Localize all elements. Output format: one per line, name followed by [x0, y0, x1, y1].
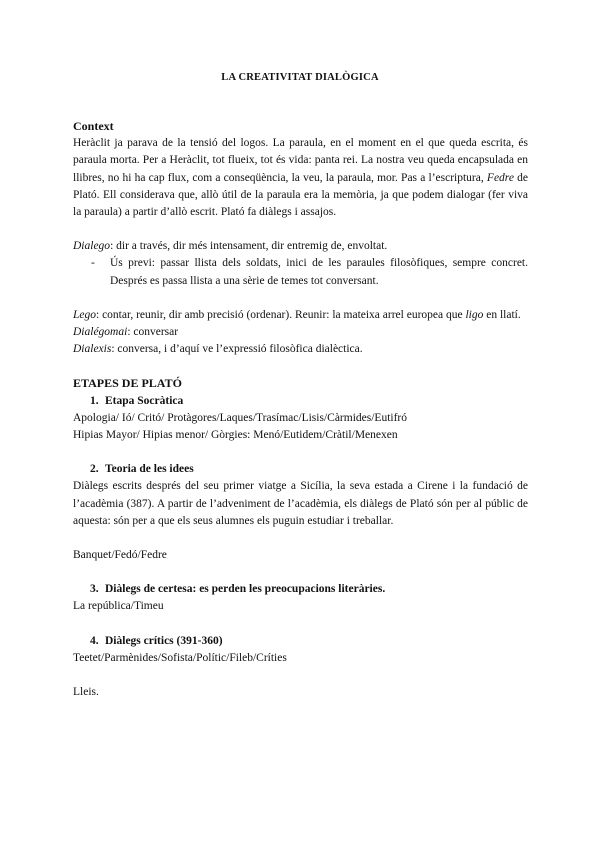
etapa-2-label: Teoria de les idees	[105, 463, 194, 476]
etapa-1-number: 1.	[90, 394, 99, 407]
context-paragraph	[73, 135, 528, 221]
dialego-bullet-text: Ús previ: passar llista dels soldats, inici de les paraules filosòfiques, sempre concret. Després es passa llista a una sèrie de temes tot conversant.	[110, 257, 528, 287]
dialexis-definition	[73, 341, 528, 358]
etapa-4-number: 4.	[90, 634, 99, 647]
etapa-3-number: 3.	[90, 583, 99, 596]
dialexis-def: : conversa, i d’aquí ve l’expressió filosòfica dialèctica.	[111, 343, 363, 356]
document-title: LA CREATIVITAT DIALÒGICA	[221, 72, 379, 83]
etapes-heading: ETAPES DE PLATÓ	[73, 376, 182, 391]
dialexis-term: Dialexis	[73, 343, 112, 356]
etapa-2-title	[73, 461, 528, 478]
etapa-1-line-1: Apologia/ Ió/ Critó/ Protàgores/Laques/Trasímac/Lisis/Càrmides/Eutifró	[73, 411, 407, 424]
etapa-1-label: Etapa Socràtica	[105, 394, 184, 407]
etapa-4-line-1: Teetet/Parmènides/Sofista/Polític/Fileb/Críties	[73, 651, 287, 664]
etapa-2-works: Banquet/Fedó/Fedre	[73, 549, 167, 562]
etapa-2-number: 2.	[90, 463, 99, 476]
lego-term: Lego	[73, 308, 96, 321]
context-heading: Context	[73, 119, 114, 133]
dialego-def: : dir a través, dir més intensament, dir entremig de, envoltat.	[110, 240, 388, 253]
lego-ligo: ligo	[465, 308, 484, 321]
dialegomai-term: Dialégomai	[73, 326, 128, 339]
dialegomai-definition	[73, 324, 528, 341]
dialego-bullet-list	[73, 255, 528, 289]
etapa-3-label: Diàlegs de certesa: es perden les preocupacions literàries.	[105, 583, 386, 596]
lego-def-a: : contar, reunir, dir amb precisió (ordenar). Reunir: la mateixa arrel europea que	[96, 308, 466, 321]
dialego-term: Dialego	[73, 240, 111, 253]
dialego-definition	[73, 238, 528, 255]
etapa-3-title	[73, 581, 528, 598]
lego-definition	[73, 307, 528, 324]
etapa-1-title	[73, 393, 528, 410]
dialegomai-def: : conversar	[127, 326, 179, 339]
etapes-closing: Lleis.	[73, 686, 99, 699]
context-text-intro: Heràclit ja parava de la tensió del logos. La paraula, en el moment en el que queda escrita, és paraula morta. Per a Heràclit, tot flueix, tot és vida: panta rei. La nostra veu queda encapsulada en llibres, no hi ha cap flux, com a conseqüència, la veu, la paraula, mor. Pas a l’escriptura,	[73, 137, 528, 184]
context-text-rest: de Plató. Ell considerava que, allò útil de la paraula era la memòria, ja que podem dialogar (fer viva la paraula) a partir d’allò escrit. Plató fa diàlegs i assajos.	[73, 171, 529, 219]
etapa-3-line-1: La república/Timeu	[73, 600, 164, 613]
etapa-4-label: Diàlegs crítics (391-360)	[105, 634, 223, 647]
list-item	[73, 255, 528, 289]
document-body	[73, 118, 528, 701]
etapa-1-line-2: Hipias Mayor/ Hipias menor/ Gòrgies: Menó/Eutidem/Cràtil/Menexen	[73, 429, 398, 442]
context-fedre: Fedre	[486, 171, 514, 184]
lego-def-b: en llatí.	[483, 308, 521, 321]
etapa-4-title	[73, 633, 528, 650]
dash-marker: -	[91, 257, 95, 270]
etapa-2-paragraph: Diàlegs escrits després del seu primer viatge a Sicília, la seva estada a Cirene i la fundació de l’acadèmia (387). A partir de l’adveniment de l’acadèmia, els diàlegs de Plató són per al públic de aquesta: són per a que els seus alumnes els puguin estudiar i treballar.	[73, 480, 528, 527]
